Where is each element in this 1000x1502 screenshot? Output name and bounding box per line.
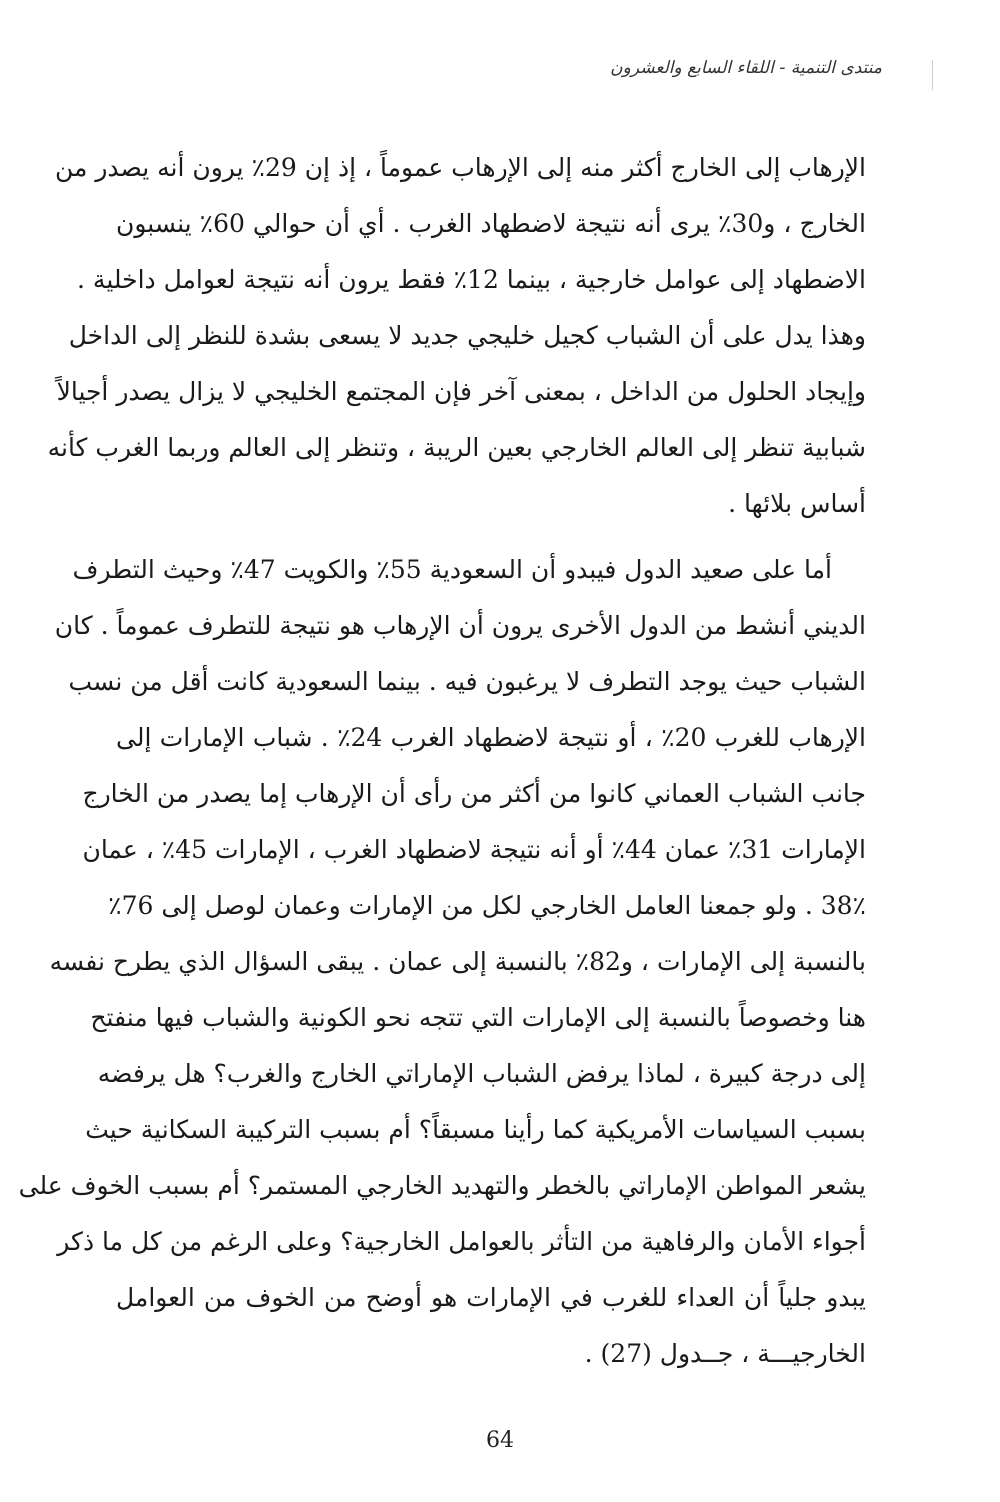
text-line: الاضطهاد إلى عوامل خارجية ، بينما 12٪ فقط يرون أنه نتيجة لعوامل داخلية . <box>77 265 866 294</box>
text-line: الإرهاب إلى الخارج أكثر منه إلى الإرهاب عموماً ، إذ إن 29٪ يرون أنه يصدر من <box>54 153 866 182</box>
text-line: الإمارات 31٪ عمان 44٪ أو أنه نتيجة لاضطهاد الغرب ، الإمارات 45٪ ، عمان <box>82 835 866 864</box>
text-line: 38٪ . ولو جمعنا العامل الخارجي لكل من الإمارات وعمان لوصل إلى 76٪ <box>108 891 866 920</box>
page-number: 64 <box>486 1428 514 1453</box>
text-line: بسبب السياسات الأمريكية كما رأينا مسبقاً؟ أم بسبب التركيبة السكانية حيث <box>85 1115 866 1144</box>
text-line: هنا وخصوصاً بالنسبة إلى الإمارات التي تتجه نحو الكونية والشباب فيها منفتح <box>90 1003 866 1032</box>
paragraph-2 <box>18 542 866 1382</box>
text-line: جانب الشباب العماني كانوا من أكثر من رأى أن الإرهاب إما يصدر من الخارج <box>82 779 866 808</box>
text-line: الشباب حيث يوجد التطرف لا يرغبون فيه . بينما السعودية كانت أقل من نسب <box>68 667 866 696</box>
text-line: الخارج ، و30٪ يرى أنه نتيجة لاضطهاد الغرب . أي أن حوالي 60٪ ينسبون <box>116 209 866 238</box>
margin-mark <box>932 60 933 90</box>
running-header: منتدى التنمية - اللقاء السابع والعشرون <box>610 58 882 78</box>
text-line: أساس بلائها . <box>728 489 866 518</box>
text-line: الخارجيـــة ، جــدول (27) . <box>584 1339 866 1368</box>
text-line: وإيجاد الحلول من الداخل ، بمعنى آخر فإن المجتمع الخليجي لا يزال يصدر أجيالاً <box>56 377 866 406</box>
text-line: أجواء الأمان والرفاهية من التأثر بالعوامل الخارجية؟ وعلى الرغم من كل ما ذكر <box>57 1227 866 1256</box>
text-line: يشعر المواطن الإماراتي بالخطر والتهديد الخارجي المستمر؟ أم بسبب الخوف على <box>18 1171 866 1200</box>
paragraph-gap <box>116 532 866 542</box>
body-text <box>18 140 866 1382</box>
text-line: إلى درجة كبيرة ، لماذا يرفض الشباب الإماراتي الخارج والغرب؟ هل يرفضه <box>97 1059 866 1088</box>
text-line: شبابية تنظر إلى العالم الخارجي بعين الريبة ، وتنظر إلى العالم وربما الغرب كأنه <box>47 433 866 462</box>
paragraph-1 <box>47 140 866 532</box>
text-line: يبدو جلياً أن العداء للغرب في الإمارات هو أوضح من الخوف من العوامل <box>116 1283 866 1312</box>
text-line: وهذا يدل على أن الشباب كجيل خليجي جديد لا يسعى بشدة للنظر إلى الداخل <box>68 321 866 350</box>
text-line: الديني أنشط من الدول الأخرى يرون أن الإرهاب هو نتيجة للتطرف عموماً . كان <box>54 611 866 640</box>
text-line: أما على صعيد الدول فيبدو أن السعودية 55٪ والكويت 47٪ وحيث التطرف <box>72 555 832 584</box>
text-line: الإرهاب للغرب 20٪ ، أو نتيجة لاضطهاد الغرب 24٪ . شباب الإمارات إلى <box>116 723 866 752</box>
text-line: بالنسبة إلى الإمارات ، و82٪ بالنسبة إلى عمان . يبقى السؤال الذي يطرح نفسه <box>49 947 866 976</box>
